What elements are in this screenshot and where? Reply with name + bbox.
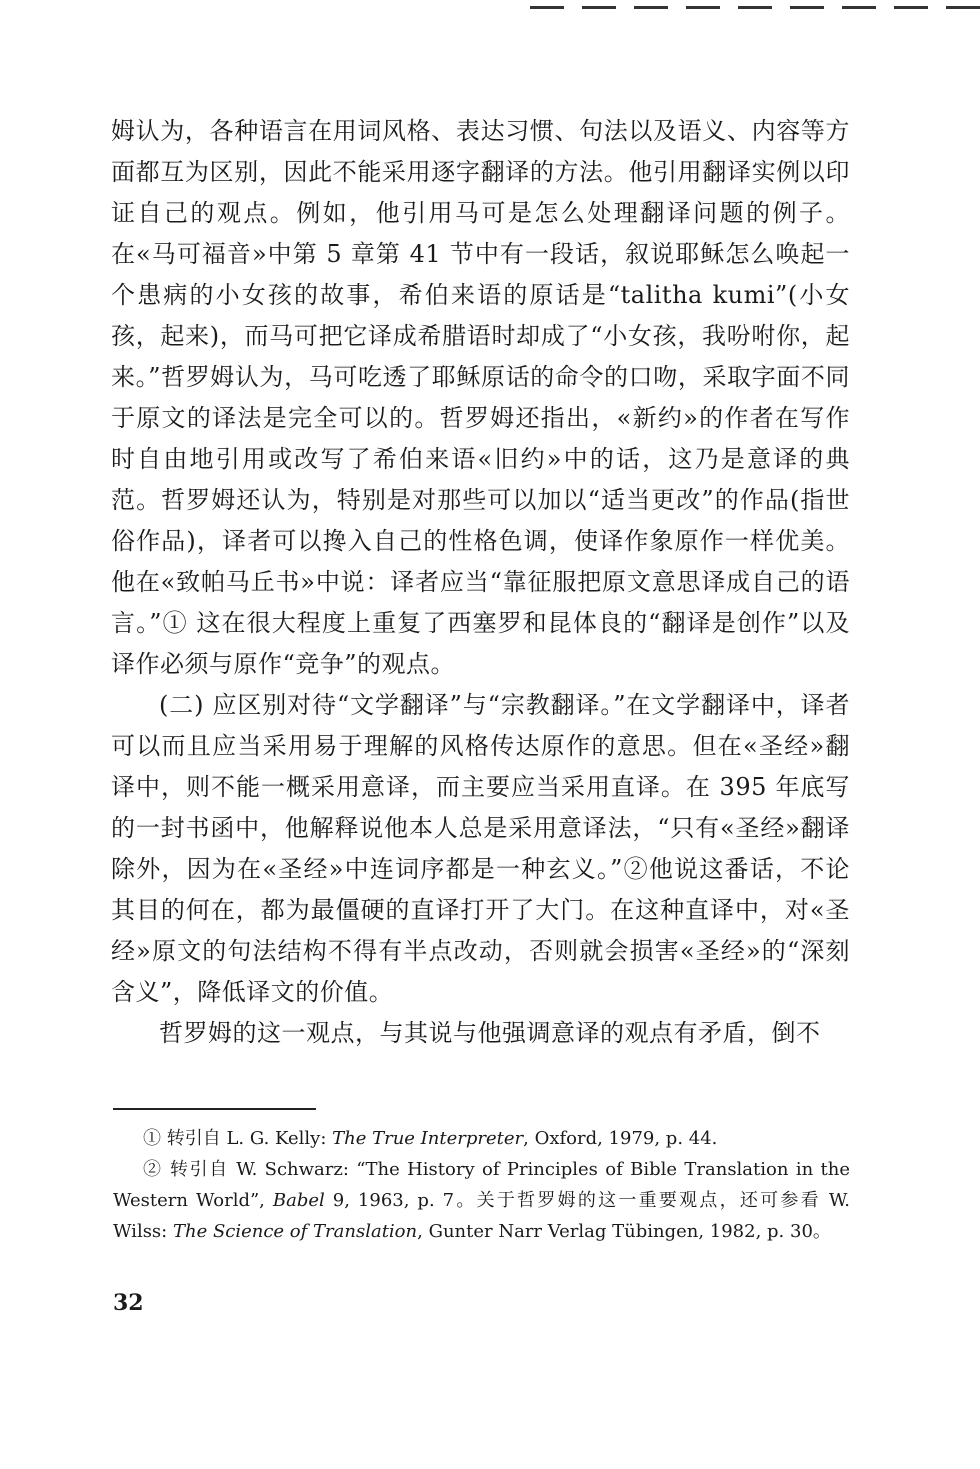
footnote-2-title: The Science of Translation — [172, 1221, 418, 1242]
footnote-1-title: The True Interpreter — [332, 1128, 524, 1149]
page-number: 32 — [113, 1290, 144, 1316]
footnote-1 — [113, 1123, 850, 1154]
top-dashed-line — [530, 6, 980, 9]
paragraph-1: 姆认为，各种语言在用词风格、表达习惯、句法以及语义、内容等方面都互为区别，因此不能采用逐字翻译的方法。他引用翻译实例以印证自己的观点。例如，他引用马可是怎么处理翻译问题的例子。在«马可福音»中第 5 章第 41 节中有一段话，叙说耶稣怎么唤起一个患病的小女孩的故事，希伯来语的原话是“talitha kumi”(小女孩，起来)，而马可把它译成希腊语时却成了“小女孩，我吩咐你，起来。”哲罗姆认为，马可吃透了耶稣原话的命令的口吻，采取字面不同于原文的译法是完全可以的。哲罗姆还指出，«新约»的作者在写作时自由地引用或改写了希伯来语«旧约»中的话，这乃是意译的典范。哲罗姆还认为，特别是对那些可以加以“适当更改”的作品(指世俗作品)，译者可以搀入自己的性格色调，使译作象原作一样优美。他在«致帕马丘书»中说：译者应当“靠征服把原文意思译成自己的语言。”① 这在很大程度上重复了西塞罗和昆体良的“翻译是创作”以及译作必须与原作“竞争”的观点。 — [111, 117, 850, 678]
footnote-2-mid: 9, 1963, p. 7。关于哲罗姆的这一重要观点，还可参看 W. Wilss: — [113, 1190, 850, 1242]
footnote-1-pre: ① 转引自 L. G. Kelly: — [143, 1128, 333, 1149]
footnote-2-post: , Gunter Narr Verlag Tübingen, 1982, p. 30。 — [417, 1221, 831, 1242]
footnote-2 — [113, 1154, 850, 1247]
paragraph-3: 哲罗姆的这一观点，与其说与他强调意译的观点有矛盾，倒不 — [159, 1019, 821, 1047]
paragraph-2: (二) 应区别对待“文学翻译”与“宗教翻译。”在文学翻译中，译者可以而且应当采用易于理解的风格传达原作的意思。但在«圣经»翻译中，则不能一概采用意译，而主要应当采用直译。在 395 年底写的一封书函中，他解释说他本人总是采用意译法，“只有«圣经»翻译除外，因为在«圣经»中连词序都是一种玄义。”②他说这番话，不论其目的何在，都为最僵硬的直译打开了大门。在这种直译中，对«圣经»原文的句法结构不得有半点改动，否则就会损害«圣经»的“深刻含义”，降低译文的价值。 — [111, 691, 850, 1006]
footnote-2-journal: Babel — [272, 1190, 325, 1211]
footnote-2-pre: ② 转引自 W. Schwarz: “The History of Principles of Bible Translation in the Western World”, — [113, 1159, 850, 1211]
footnote-divider — [113, 1108, 316, 1110]
main-text — [111, 111, 850, 1054]
footnotes — [113, 1123, 850, 1247]
footnote-1-post: , Oxford, 1979, p. 44. — [523, 1128, 718, 1149]
